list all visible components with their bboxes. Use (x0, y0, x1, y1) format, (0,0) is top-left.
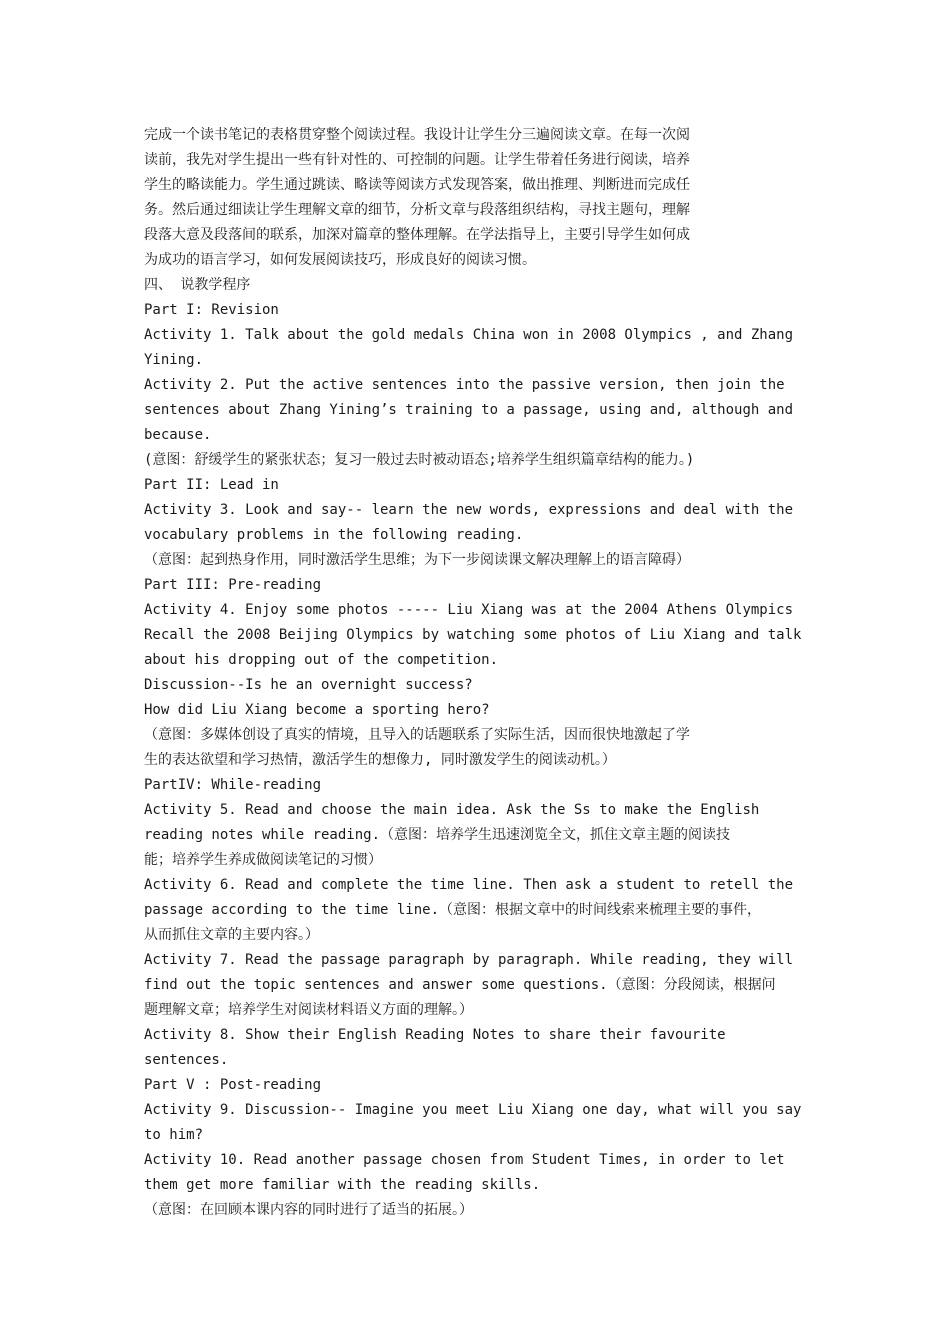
text-line: reading notes while reading.（意图：培养学生迅速浏览全文，抓住文章主题的阅读技 (144, 827, 731, 843)
text-line: Part III: Pre-reading (144, 577, 322, 593)
text-line: （意图：多媒体创设了真实的情境，且导入的话题联系了实际生活，因而很快地激起了学 (144, 727, 690, 743)
text-line: them get more familiar with the reading skills. (144, 1177, 541, 1193)
text-line: Activity 7. Read the passage paragraph by paragraph. While reading, they will (144, 952, 794, 968)
text-line: 为成功的语言学习，如何发展阅读技巧，形成良好的阅读习惯。 (144, 252, 536, 268)
text-line: sentences about Zhang Yining’s training to a passage, using and, although and (144, 402, 794, 418)
text-line: PartIV: While-reading (144, 777, 322, 793)
text-line: 读前，我先对学生提出一些有针对性的、可控制的问题。让学生带着任务进行阅读，培养 (144, 152, 690, 168)
text-line: Discussion--Is he an overnight success? (144, 677, 473, 693)
text-line: to him? (144, 1127, 204, 1143)
text-line: because. (144, 427, 212, 443)
text-line: vocabulary problems in the following reading. (144, 527, 524, 543)
text-line: Activity 1. Talk about the gold medals China won in 2008 Olympics , and Zhang (144, 327, 794, 343)
text-line: Part V : Post-reading (144, 1077, 322, 1093)
text-line: Activity 8. Show their English Reading Notes to share their favourite (144, 1027, 726, 1043)
text-line: 能；培养学生养成做阅读笔记的习惯） (144, 852, 382, 868)
text-line: （意图：在回顾本课内容的同时进行了适当的拓展。） (144, 1202, 473, 1218)
text-line: 四、 说教学程序 (144, 277, 251, 293)
text-line: (意图：舒缓学生的紧张状态；复习一般过去时被动语态;培养学生组织篇章结构的能力。) (144, 452, 695, 468)
text-line: passage according to the time line.（意图：根据文章中的时间线索来梳理主要的事件， (144, 902, 762, 918)
text-line: find out the topic sentences and answer some questions.（意图：分段阅读，根据问 (144, 977, 776, 993)
text-line: sentences. (144, 1052, 229, 1068)
text-line: 题理解文章；培养学生对阅读材料语义方面的理解。） (144, 1002, 473, 1018)
text-line: Activity 2. Put the active sentences into the passive version, then join the (144, 377, 785, 393)
text-line: 生的表达欲望和学习热情，激活学生的想像力, 同时激发学生的阅读动机。） (144, 752, 616, 768)
text-line: Part II: Lead in (144, 477, 279, 493)
text-line: How did Liu Xiang become a sporting hero? (144, 702, 490, 718)
text-line: 务。然后通过细读让学生理解文章的细节，分析文章与段落组织结构，寻找主题句，理解 (144, 202, 690, 218)
text-line: 从而抓住文章的主要内容。） (144, 927, 319, 943)
text-line: Activity 9. Discussion-- Imagine you meet Liu Xiang one day, what will you say (144, 1102, 802, 1118)
text-line: Activity 3. Look and say-- learn the new words, expressions and deal with the (144, 502, 794, 518)
text-line: Activity 6. Read and complete the time line. Then ask a student to retell the (144, 877, 794, 893)
document-body (144, 123, 824, 1223)
text-line: Recall the 2008 Beijing Olympics by watching some photos of Liu Xiang and talk (144, 627, 802, 643)
text-line: Yining. (144, 352, 204, 368)
text-line: Activity 5. Read and choose the main idea. Ask the Ss to make the English (144, 802, 760, 818)
text-line: Activity 4. Enjoy some photos ----- Liu Xiang was at the 2004 Athens Olympics (144, 602, 794, 618)
text-line: 学生的略读能力。学生通过跳读、略读等阅读方式发现答案，做出推理、判断进而完成任 (144, 177, 690, 193)
text-line: 段落大意及段落间的联系，加深对篇章的整体理解。在学法指导上，主要引导学生如何成 (144, 227, 690, 243)
text-line: 完成一个读书笔记的表格贯穿整个阅读过程。我设计让学生分三遍阅读文章。在每一次阅 (144, 127, 690, 143)
text-line: Part I: Revision (144, 302, 279, 318)
text-line: （意图：起到热身作用，同时激活学生思维；为下一步阅读课文解决理解上的语言障碍） (144, 552, 690, 568)
text-line: Activity 10. Read another passage chosen from Student Times, in order to let (144, 1152, 785, 1168)
text-line: about his dropping out of the competition. (144, 652, 499, 668)
